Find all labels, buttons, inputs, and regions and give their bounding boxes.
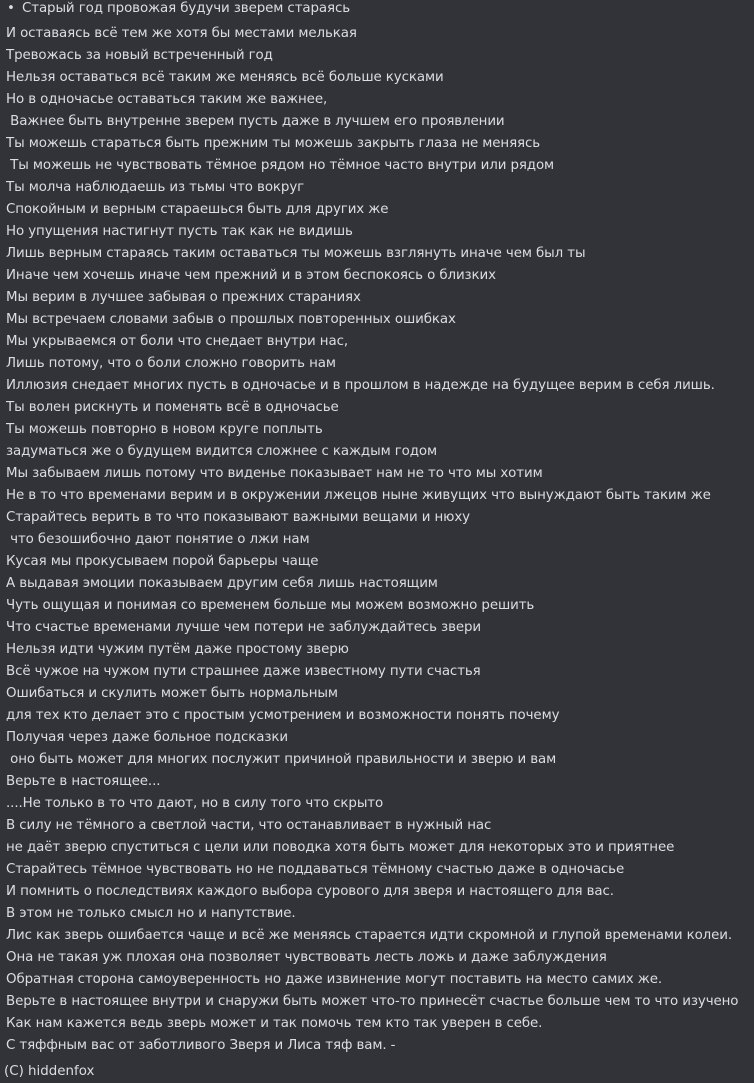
message-line: Лис как зверь ошибается чаще и всё же меняясь старается идти скромной и глупой временами колеи. xyxy=(6,928,733,943)
message-line: Мы забываем лишь потому что виденье показывает нам не то что мы хотим xyxy=(6,466,543,481)
message-line: Иначе чем хочешь иначе чем прежний и в этом беспокоясь о близких xyxy=(6,268,496,283)
message-line: Лишь потому, что о боли сложно говорить нам xyxy=(6,356,336,371)
message-line: Верьте в настоящее... xyxy=(6,774,161,789)
message-line: Мы укрываемся от боли что снедает внутри нас, xyxy=(6,334,348,349)
message-line: Нельзя оставаться всё таким же меняясь всё больше кусками xyxy=(6,70,444,85)
message-line: Ты можешь не чувствовать тёмное рядом но тёмное часто внутри или рядом xyxy=(6,158,555,173)
message-line: С тяффным вас от заботливого Зверя и Лиса тяф вам. - xyxy=(6,1038,396,1053)
message-line: Тревожась за новый встреченный год xyxy=(6,48,273,63)
message-line: Старайтесь тёмное чувствовать но не поддаваться тёмному счастью даже в одночасье xyxy=(6,862,625,877)
message-line: Мы верим в лучшее забывая о прежних стараниях xyxy=(6,290,361,305)
message-line: для тех кто делает это с простым усмотрением и возможности понять почему xyxy=(6,708,560,723)
message-line: Что счастье временами лучше чем потери не заблуждайтесь звери xyxy=(6,620,481,635)
message-line: Старайтесь верить в то что показывают важными вещами и нюху xyxy=(6,510,471,525)
message-line: Но в одночасье оставаться таким же важнее, xyxy=(6,92,328,107)
list-item xyxy=(0,0,350,19)
message-body xyxy=(6,23,754,1057)
message-line: Получая через даже больное подсказки xyxy=(6,730,288,745)
message-line: Чуть ощущая и понимая со временем больше мы можем возможно решить xyxy=(6,598,535,613)
message-line: В этом не только смысл но и напутствие. xyxy=(6,906,296,921)
message-line: Ошибаться и скулить может быть нормальным xyxy=(6,686,338,701)
message-line: Ты молча наблюдаешь из тьмы что вокруг xyxy=(6,180,305,195)
signature: (C) hiddenfox xyxy=(4,1064,95,1079)
message-line: Лишь верным стараясь таким оставаться ты можешь взглянуть иначе чем был ты xyxy=(6,246,586,261)
list-item-text: Старый год провожая будучи зверем стараясь xyxy=(22,0,351,16)
message-line: Ты можешь стараться быть прежним ты можешь закрыть глаза не меняясь xyxy=(6,136,541,151)
message-line: Иллюзия снедает многих пусть в одночасье и в прошлом в надежде на будущее верим в себя лишь. xyxy=(6,378,715,393)
message-line: что безошибочно дают понятие о лжи нам xyxy=(6,532,310,547)
message-line: Кусая мы прокусываем порой барьеры чаще xyxy=(6,554,319,569)
bullet-icon: • xyxy=(7,0,15,16)
message-line: Ты можешь повторно в новом круге поплыть xyxy=(6,422,323,437)
message-line: Важнее быть внутренне зверем пусть даже в лучшем его проявлении xyxy=(6,114,505,129)
message-line: Она не такая уж плохая она позволяет чувствовать лесть ложь и даже заблуждения xyxy=(6,950,607,965)
message-line: Нельзя идти чужим путём даже простому зверю xyxy=(6,642,349,657)
message-line: Обратная сторона самоуверенность но даже извинение могут поставить на место самих же. xyxy=(6,972,663,987)
message-line: Верьте в настоящее внутри и снаружи быть может что-то принесёт счастье больше чем то что изучено xyxy=(6,994,739,1009)
message-line: И помнить о последствиях каждого выбора сурового для зверя и настоящего для вас. xyxy=(6,884,614,899)
message-line: не даёт зверю спуститься с цели или поводка хотя быть может для некоторых это и приятнее xyxy=(6,840,675,855)
message-line: Всё чужое на чужом пути страшнее даже известному пути счастья xyxy=(6,664,481,679)
message-line: Ты волен рискнуть и поменять всё в одночасье xyxy=(6,400,339,415)
message-line: ....Не только в то что дают, но в силу того что скрыто xyxy=(6,796,384,811)
message-line: Спокойным и верным стараешься быть для других же xyxy=(6,202,389,217)
message-line: И оставаясь всё тем же хотя бы местами мелькая xyxy=(6,26,357,41)
message-line: В силу не тёмного а светлой части, что останавливает в нужный нас xyxy=(6,818,492,833)
message-line: Мы встречаем словами забыв о прошлых повторенных ошибках xyxy=(6,312,456,327)
message-line: Как нам кажется ведь зверь может и так помочь тем кто так уверен в себе. xyxy=(6,1016,543,1031)
message-line: Не в то что временами верим и в окружении лжецов ныне живущих что вынуждают быть таким же xyxy=(6,488,711,503)
message-line: задуматься же о будущем видится сложнее с каждым годом xyxy=(6,444,438,459)
message-line: Но упущения настигнут пусть так как не видишь xyxy=(6,224,353,239)
message-line: А выдавая эмоции показываем другим себя лишь настоящим xyxy=(6,576,438,591)
message-line: оно быть может для многих послужит причиной правильности и зверю и вам xyxy=(6,752,557,767)
